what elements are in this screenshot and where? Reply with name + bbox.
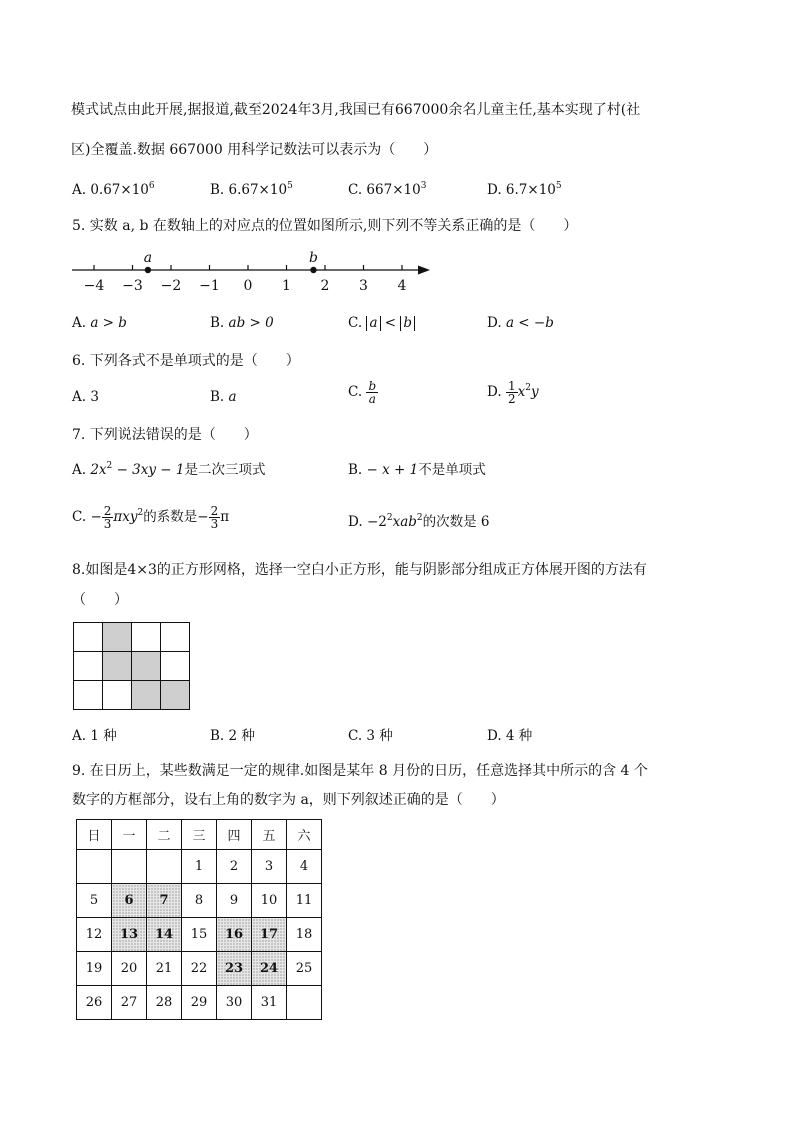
point-a-label: a [143,250,153,266]
calendar-day: 15 [182,918,217,952]
q6-option-d-numerator: 1 [507,379,516,393]
calendar-weekday: 五 [252,820,287,850]
q5-option-b[interactable] [210,314,274,332]
q6-option-c[interactable] [348,380,378,405]
calendar-day: 19 [77,952,112,986]
q7-option-a[interactable] [72,461,266,479]
number-line-ticks [84,265,407,294]
calendar-day: 20 [112,952,147,986]
q7-option-c-denominator: 3 [103,517,112,531]
calendar-day: 10 [252,884,287,918]
q7-option-d-term: xab [392,514,417,530]
q7-option-d-exp1: 2 [386,513,393,523]
calendar-day-highlighted: 7 [147,884,182,918]
q7-option-c-fraction2 [209,505,221,530]
q5-option-a[interactable] [72,314,127,332]
calendar-weekday: 一 [112,820,147,850]
q5-option-d-prefix: D. [487,315,506,331]
q5-option-a-expr: a > b [90,315,127,331]
calendar-weekday: 六 [287,820,322,850]
q4-option-b-text: B. 6.67×10 [210,182,288,198]
calendar-weekday: 三 [182,820,217,850]
q9-stem-line2: 数字的方框部分，设右上角的数字为 a，则下列叙述正确的是（ ） [72,792,505,808]
q5-option-a-prefix: A. [72,315,91,331]
number-line-tick-label: −2 [160,278,182,294]
calendar-day-highlighted: 6 [112,884,147,918]
q7-option-c-text: 的系数是 [143,509,198,525]
calendar-day: 5 [77,884,112,918]
q6-option-d-denominator: 2 [507,392,516,406]
q6-stem: 6. 下列各式不是单项式的是（ ） [72,353,300,369]
q7-option-a-exp: 2 [106,461,113,471]
number-line-tick-label: −3 [122,278,143,294]
grid-cell-shaded [161,681,190,710]
calendar-day-highlighted: 24 [252,952,287,986]
calendar-day-highlighted: 14 [147,918,182,952]
point-b-label: b [308,250,318,266]
q8-option-a[interactable]: A. 1 种 [72,728,117,744]
august-calendar [76,819,322,1020]
q6-option-d-base: x [517,384,526,400]
q7-option-c[interactable] [72,505,229,530]
grid-row [74,623,190,652]
q7-option-c-term: πxy [113,509,138,525]
q9-stem-line1: 9. 在日历上，某些数满足一定的规律.如图是某年 8 月份的日历，任意选择其中所示的含 4 个 [72,763,648,779]
q4-option-d-text: D. 6.7×10 [487,182,556,198]
q7-stem: 7. 下列说法错误的是（ ） [72,427,258,443]
calendar-day: 27 [112,986,147,1020]
q7-option-c-numerator: 2 [103,504,112,518]
calendar-day: 3 [252,850,287,884]
q7-option-b-text: 不是单项式 [418,462,486,478]
q4-option-d[interactable] [487,181,562,199]
q6-option-d-tail: y [530,384,539,400]
q4-option-c-text: C. 667×10 [348,182,421,198]
q6-option-d[interactable] [487,380,539,405]
q8-option-d[interactable]: D. 4 种 [487,728,533,744]
grid-cell-blank[interactable] [74,652,103,681]
number-line-tick-label: −4 [83,278,105,294]
q7-option-b-expr: − x + 1 [366,462,419,478]
number-line-arrow [418,266,430,275]
q7-option-c-pi: π [220,509,230,525]
calendar-day [287,986,322,1020]
grid-cell-shaded [103,652,132,681]
calendar-day: 28 [147,986,182,1020]
q7-option-d[interactable] [348,513,490,531]
q6-option-a-expr: 3 [90,389,99,405]
calendar-day: 26 [77,986,112,1020]
q5-option-d-expr: a < −b [505,315,554,331]
q6-option-b[interactable] [210,388,237,406]
q4-option-a[interactable] [72,181,155,199]
q8-option-c[interactable]: C. 3 种 [348,728,393,744]
q7-option-c-numerator2: 2 [210,504,219,518]
grid-cell-blank[interactable] [74,681,103,710]
calendar-week-row [77,952,322,986]
grid-cell-blank[interactable] [161,652,190,681]
calendar-day-highlighted: 17 [252,918,287,952]
grid-cell-blank[interactable] [132,623,161,652]
calendar-day-highlighted: 13 [112,918,147,952]
q7-option-d-base: −2 [366,514,387,530]
q8-stem-line2: （ ） [72,592,128,608]
q7-option-c-prefix: C. [72,509,91,525]
calendar-weekday: 日 [77,820,112,850]
number-line-tick-label: 2 [320,278,330,294]
q7-option-c-sign2: − [197,509,209,525]
q6-option-a-prefix: A. [72,389,91,405]
number-line-tick-label: 3 [359,278,368,294]
q7-option-c-sign: − [90,509,102,525]
q7-option-c-exp: 2 [137,508,144,518]
q7-option-b-prefix: B. [348,462,367,478]
q4-option-c-exp: 3 [420,181,427,191]
point-a [145,267,151,273]
calendar-day [147,850,182,884]
q7-option-c-fraction [102,505,114,530]
q7-option-d-text: 的次数是 6 [422,514,490,530]
q7-option-a-term2: − 3xy − 1 [112,462,185,478]
calendar-day: 31 [252,986,287,1020]
calendar-day: 8 [182,884,217,918]
calendar-day: 1 [182,850,217,884]
q7-option-b[interactable] [348,461,486,479]
q8-stem-line1: 8.如图是4×3的正方形网格，选择一空白小正方形，能与阴影部分组成正方体展开图的方法有 [72,562,647,578]
calendar-day: 22 [182,952,217,986]
q4-option-a-text: A. 0.67×10 [72,182,149,198]
calendar-day: 18 [287,918,322,952]
q8-option-b[interactable]: B. 2 种 [210,728,255,744]
q7-option-a-term1: 2x [90,462,107,478]
calendar-day: 9 [217,884,252,918]
calendar-day: 11 [287,884,322,918]
calendar-day-highlighted: 23 [217,952,252,986]
number-line-tick-label: 1 [282,278,291,294]
q5-option-d[interactable] [487,314,554,332]
q7-option-a-text: 是二次三项式 [184,462,266,478]
q6-option-d-fraction [506,380,518,405]
calendar-header-row [77,820,322,850]
grid-cell-blank[interactable] [161,623,190,652]
q5-option-b-prefix: B. [210,315,229,331]
calendar-day [112,850,147,884]
calendar-day: 4 [287,850,322,884]
q5-option-c-abs-b: b [400,316,415,331]
calendar-day: 21 [147,952,182,986]
grid-cell-shaded [132,681,161,710]
q7-option-d-prefix: D. [348,514,367,530]
q5-option-c[interactable] [348,314,415,332]
calendar-week-row [77,850,322,884]
q6-option-d-exp: 2 [525,383,531,393]
q5-option-c-lt: < [380,315,401,331]
grid-cell-blank[interactable] [103,681,132,710]
q4-option-d-exp: 5 [555,181,562,191]
q6-option-c-numerator: b [368,379,377,393]
q5-option-b-expr: ab > 0 [228,315,274,331]
grid-cell-shaded [132,652,161,681]
q7-option-a-prefix: A. [72,462,91,478]
q5-option-c-abs-a: a [366,316,380,331]
q5-option-c-prefix: C. [348,315,367,331]
square-grid-4x3 [73,622,190,710]
calendar-day-highlighted: 16 [217,918,252,952]
calendar-day: 29 [182,986,217,1020]
calendar-week-row [77,918,322,952]
q4-stem-line1: 模式试点由此开展,据报道,截至2024年3月,我国已有667000余名儿童主任,基本实现了村(社 [71,102,641,118]
calendar-day: 2 [217,850,252,884]
calendar-day: 12 [77,918,112,952]
q6-option-b-prefix: B. [210,389,229,405]
grid-cell-shaded [103,623,132,652]
q7-option-c-denominator2: 3 [210,517,219,531]
calendar-day [77,850,112,884]
q6-option-c-fraction [366,380,378,405]
q4-option-b-exp: 5 [287,181,293,191]
calendar-week-row [77,884,322,918]
number-line-tick-label: 4 [397,278,407,294]
q4-option-c[interactable] [348,181,426,199]
calendar-day: 25 [287,952,322,986]
q6-option-c-prefix: C. [348,384,367,400]
q6-option-b-expr: a [228,389,237,405]
number-line [70,246,440,296]
grid-row [74,681,190,710]
q4-option-a-exp: 6 [148,181,155,191]
number-line-tick-label: −1 [199,278,220,294]
q6-option-a[interactable] [72,388,99,406]
q6-option-d-prefix: D. [487,384,506,400]
calendar-week-row [77,986,322,1020]
grid-row [74,652,190,681]
number-line-tick-label: 0 [243,278,253,294]
grid-cell-blank[interactable] [74,623,103,652]
calendar-weekday: 二 [147,820,182,850]
calendar-weekday: 四 [217,820,252,850]
q5-stem: 5. 实数 a, b 在数轴上的对应点的位置如图所示,则下列不等关系正确的是（ ） [72,218,578,234]
point-b [310,267,316,273]
q6-option-c-denominator: a [368,392,376,406]
calendar-day: 30 [217,986,252,1020]
q4-stem-line2: 区)全覆盖.数据 667000 用科学记数法可以表示为（ ） [71,142,438,158]
q7-option-d-exp2: 2 [416,513,423,523]
q4-option-b[interactable] [210,181,293,199]
